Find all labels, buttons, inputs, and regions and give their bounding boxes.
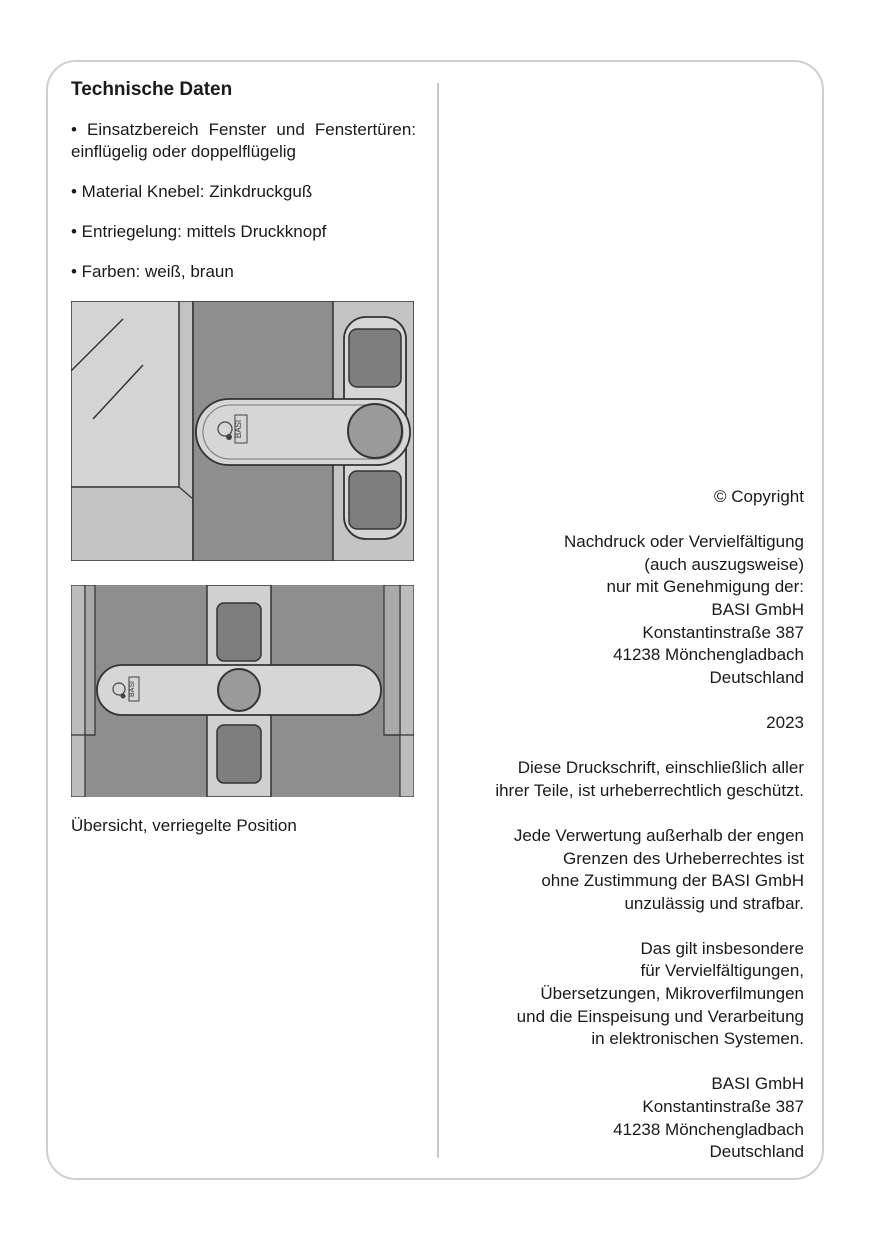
copyright-line: © Copyright: [713, 487, 804, 506]
copyright-line: Konstantinstraße 387: [642, 622, 804, 642]
lock-illustration-front: [71, 585, 414, 797]
copyright-line: Konstantinstraße 387: [642, 1097, 804, 1117]
brand-logo-text: BASI: [234, 419, 243, 439]
column-divider: [437, 83, 439, 1158]
copyright-line: Das gilt insbesondere: [640, 938, 804, 958]
copyright-line: Grenzen des Urheberrechtes ist: [563, 848, 804, 868]
copyright-line: für Vervielfältigungen,: [640, 961, 804, 981]
figure-caption: Übersicht, verriegelte Position: [71, 816, 297, 835]
copyright-paragraph: [444, 938, 804, 1051]
copyright-paragraph: [444, 486, 804, 509]
copyright-line: 2023: [766, 712, 804, 732]
lock-illustration-window: [71, 301, 414, 561]
copyright-line: Deutschland: [709, 667, 804, 687]
copyright-line: unzulässig und strafbar.: [624, 893, 804, 913]
copyright-paragraph: [444, 757, 804, 802]
copyright-line: in elektronischen Systemen.: [591, 1029, 804, 1049]
bullet-unlocking: • Entriegelung: mittels Druckknopf: [71, 222, 327, 241]
copyright-line: 41238 Mönchengladbach: [613, 645, 804, 665]
copyright-line: (auch auszugsweise): [644, 554, 804, 574]
copyright-paragraph: [444, 712, 804, 735]
copyright-line: Diese Druckschrift, einschließlich aller: [517, 758, 804, 778]
copyright-line: BASI GmbH: [711, 1074, 804, 1094]
copyright-line: 41238 Mönchengladbach: [613, 1119, 804, 1139]
copyright-paragraph: [444, 531, 804, 689]
copyright-paragraph: [444, 825, 804, 915]
copyright-line: BASI GmbH: [711, 599, 804, 619]
section-heading: Technische Daten: [71, 79, 233, 100]
copyright-column: [444, 486, 804, 1164]
copyright-line: Nachdruck oder Vervielfältigung: [563, 532, 804, 552]
brand-logo-text-front: BASI: [129, 681, 136, 697]
bullet-usage: • Einsatzbereich Fenster und Fenstertüren: einflügelig oder doppelflügelig: [71, 120, 416, 161]
copyright-line: Übersetzungen, Mikroverfilmungen: [540, 984, 804, 1004]
copyright-paragraph: [444, 1073, 804, 1163]
bullet-colors: • Farben: weiß, braun: [71, 262, 234, 281]
copyright-line: nur mit Genehmigung der:: [606, 577, 804, 597]
copyright-line: Jede Verwertung außerhalb der engen: [513, 825, 804, 845]
copyright-line: Deutschland: [709, 1142, 804, 1162]
copyright-line: ohne Zustimmung der BASI GmbH: [541, 871, 804, 891]
technical-data-column: [71, 78, 416, 837]
bullet-material: • Material Knebel: Zinkdruckguß: [71, 182, 313, 201]
copyright-line: ihrer Teile, ist urheberrechtlich geschützt.: [495, 780, 804, 800]
copyright-line: und die Einspeisung und Verarbeitung: [516, 1006, 804, 1026]
